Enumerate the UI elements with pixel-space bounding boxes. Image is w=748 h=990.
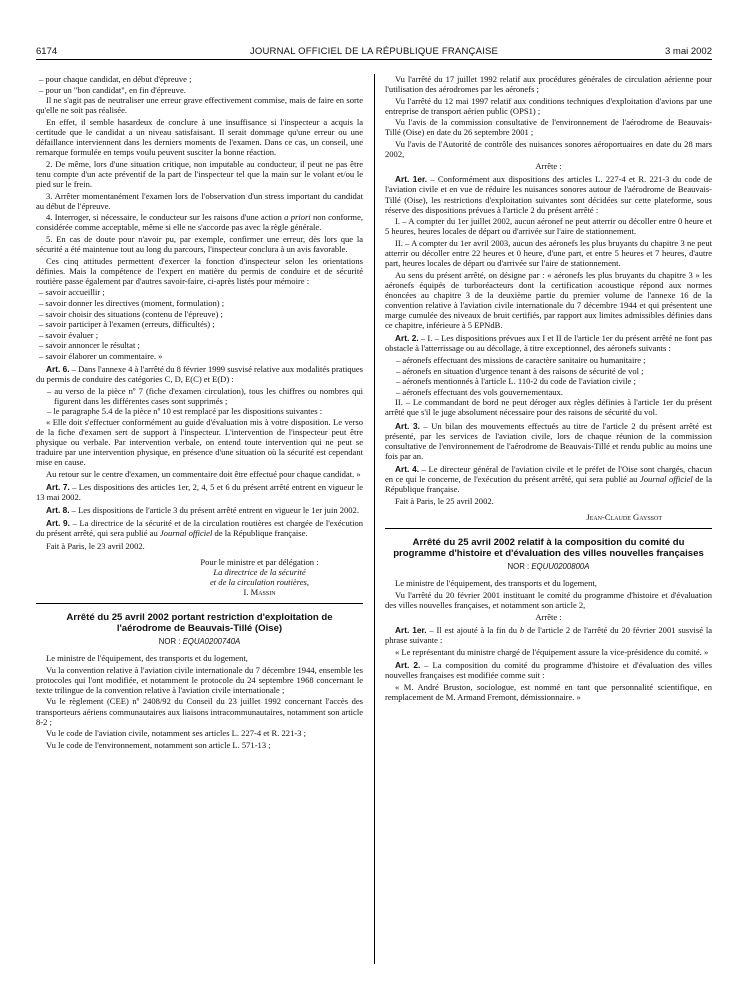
paragraph: II. – Le commandant de bord ne peut déroger aux règles définies à l'article 1er du présent arrêté que s'il le juge absolument nécessaire pour des raisons de sécurité du vol. [385,397,712,418]
paragraph: Vu l'arrêté du 17 juillet 1992 relatif aux procédures générales de circulation aérienne pour l'utilisation des aérodromes par les aéronefs ; [385,74,712,95]
article-8: Art. 8. – Les dispositions de l'article 3 du présent arrêté entrent en vigueur le 1er juin 2002. [46,505,359,516]
page-number: 6174 [36,46,58,57]
list-item: – pour un "bon candidat", en fin d'épreuve. [39,84,186,95]
paragraph: Au retour sur le centre d'examen, un commentaire doit être effectué pour chaque candidat. » [46,468,361,479]
left-column [36,74,363,751]
list-item: – savoir annoncer le résultat ; [39,340,140,351]
section-rule [385,528,712,529]
nor-reference: NOR : EQUU0200800A [507,562,590,572]
decree-title: Arrêté du 25 avril 2002 relatif à la composition du comité du programme d'histoire et d'évaluation des villes nouvelles françaises [393,537,704,560]
paragraph: 5. En cas de doute pour n'avoir pu, par exemple, confirmer une erreur, dès lors que la sécurité a été maintenue tout au long du parcours, l'inspecteur conclura à un avis favorable. [36,233,363,254]
header-rule [36,59,712,60]
paragraph: Vu l'avis de l'Autorité de contrôle des nuisances sonores aéroportuaires en date du 28 mars 2002, [385,139,712,160]
section-rule [36,603,363,604]
signature-line: La directrice de la sécurité [213,566,306,577]
signatory: I. Massin [243,586,276,597]
paragraph: Au sens du présent arrêté, on désigne par : « aéronefs les plus bruyants du chapitre 3 » les aéronefs équipés de turboréacteurs dont la certification acoustique répond aux normes énoncées au chapitre 3 de la deuxième partie du premier volume de l'annexe 16 de la convention relative à l'aviation civile internationale du 7 décembre 1944 et qui présentent une marge cumulée des niveaux de bruit certifiés, par rapport aux limites admissibles définies dans ce chapitre, inférieure à 5 EPNdB. [385,269,712,331]
signature-line: Pour le ministre et par délégation : [200,556,319,567]
paragraph: Vu la convention relative à l'aviation civile internationale du 7 décembre 1944, ensemble les protocoles qui l'ont modifiée, et notamment le protocole du 24 septembre 1968 concernant le texte trilingue de la convention relative à l'aviation civile internationale ; [36,664,363,695]
list-item: – savoir élaborer un commentaire. » [39,350,163,361]
arrete-heading: Arrête : [535,161,562,172]
signature-line: et de la circulation routières, [210,576,309,587]
paragraph: Vu le règlement (CEE) nº 2408/92 du Conseil du 23 juillet 1992 concernant l'accès des transporteurs aériens communautaires aux liaisons intracommunautaires, notamment son article 8-2 ; [36,696,363,727]
signatory: Jean-Claude Gayssot [586,512,662,523]
list-item: – au verso de la pièce nº 7 (fiche d'examen circulation), tous les chiffres ou nombres qui figurent dans les différentes cases sont supprimés ; [47,385,363,406]
journal-title: JOURNAL OFFICIEL DE LA RÉPUBLIQUE FRANÇAISE [249,46,499,57]
article-1: Art. 1er. – Il est ajouté à la fin du b de l'article 2 de l'arrêté du 20 février 2001 susvisé la phrase suivante : [385,625,712,646]
list-item: – savoir choisir des situations (contenu de l'épreuve) ; [39,308,223,319]
page-header [36,46,712,62]
nor-reference: NOR : EQUA0200740A [158,637,241,646]
article-2: Art. 2. – I. – Les dispositions prévues aux I et II de l'article 1er du présent arrêté ne font pas obstacle à l'atterrissage ou au décollage, à titre exceptionnel, des aéronefs suivants : [385,333,712,354]
list-item: – le paragraphe 5.4 de la pièce nº 10 est remplacé par les dispositions suivantes : [47,406,323,417]
list-item: – savoir donner les directives (moment, formulation) ; [39,297,225,308]
list-item: – savoir évaluer ; [39,329,99,340]
paragraph: II. – A compter du 1er avril 2003, aucun des aéronefs les plus bruyants du chapitre 3 ne peut atterrir ou décoller entre 22 heures et 0 heure, d'une part, et entre 5 heures et 7 heures, d'autre part, heures locales de départ ou d'arrivée sur l'aire de stationnement. [385,237,712,269]
article-7: Art. 7. – Les dispositions des articles 1er, 2, 4, 5 et 6 du présent arrêté entrent en vigueur le 13 mai 2002. [36,482,364,503]
paragraph: « Le représentant du ministre chargé de l'équipement assure la vice-présidence du comité. » [395,647,709,657]
article-1: Art. 1er. – Conformément aux dispositions des articles L. 227-4 et R. 221-3 du code de l'aviation civile et en vue de réduire les nuisances sonores autour de l'aérodrome de Beauvais-Tillé (Oise), les restrictions d'exploitation suivantes sont décidées sur cette plateforme, sous réserve des dispositions prévues à l'article 2 du présent arrêté : [385,174,712,215]
list-item: – aéronefs effectuant des vols gouvernementaux. [396,386,563,397]
article-6: Art. 6. – Dans l'annexe 4 à l'arrêté du 8 février 1999 susvisé relative aux modalités pratiques du permis de conduire des catégories C, D, E(C) et E(D) : [36,364,364,385]
paragraph: Vu le code de l'environnement, notamment son article L. 571-13 ; [46,739,271,750]
right-column [385,74,712,703]
paragraph: « M. André Bruston, sociologue, est nommé en tant que personnalité scientifique, en remplacement de M. Armand Fremont, démissionnaire. » [385,681,712,702]
column-divider [374,74,375,964]
list-item: – aéronefs en situation d'urgence tenant à des raisons de sécurité de vol ; [396,365,644,376]
article-4: Art. 4. – Le directeur général de l'aviation civile et le préfet de l'Oise sont chargés, chacun en ce qui le concerne, de l'exécution du présent arrêté, qui sera publié au Journal officiel de la République française. [385,463,713,495]
signature-date: Fait à Paris, le 25 avril 2002. [395,496,494,507]
paragraph: Vu l'arrêté du 20 février 2001 instituant le comité du programme d'histoire et d'évaluation des villes nouvelles françaises, et notamment son article 2, [385,590,712,611]
arrete-heading: Arrête : [535,612,562,623]
article-2: Art. 2. – La composition du comité du programme d'histoire et d'évaluation des villes nouvelles françaises est modifiée comme suit : [385,660,713,681]
list-item: – pour chaque candidat, en début d'épreuve ; [39,74,192,84]
paragraph: Le ministre de l'équipement, des transports et du logement, [46,653,248,664]
paragraph: Le ministre de l'équipement, des transports et du logement, [395,578,597,589]
paragraph: Il ne s'agit pas de neutraliser une erreur grave effectivement commise, mais de faire en sorte qu'elle ne soit pas réalisée. [36,95,363,116]
paragraph: Vu l'arrêté du 12 mai 1997 relatif aux conditions techniques d'exploitation d'avions par une entreprise de transport aérien public (OPS1) ; [385,95,712,116]
signature-date: Fait à Paris, le 23 avril 2002. [46,540,145,551]
article-9: Art. 9. – La directrice de la sécurité et de la circulation routières est chargée de l'exécution du présent arrêté, qui sera publié au Journal officiel de la République française. [36,518,364,539]
issue-date: 3 mai 2002 [664,46,712,57]
paragraph: 2. De même, lors d'une situation critique, non imputable au conducteur, il peut ne pas être tenu compte d'un acte préventif de la part de l'inspecteur tel que la main sur le volant et/ou le pied sur le frein. [36,158,363,189]
paragraph: Vu l'avis de la commission consultative de l'environnement de l'aérodrome de Beauvais-Tillé (Oise) en date du 26 septembre 2001 ; [385,117,712,138]
article-3: Art. 3. – Un bilan des mouvements effectués au titre de l'article 2 du présent arrêté est présenté, par les services de l'aviation civile, lors de chaque réunion de la commission consultative de l'environnement de l'aérodrome de Beauvais-Tillé et rendu public au moins une fois par an. [385,420,712,461]
list-item: – aéronefs mentionnés à l'article L. 110-2 du code de l'aviation civile ; [396,376,636,387]
paragraph: Ces cinq attitudes permettent d'exercer la fonction d'inspecteur selon les orientations définies. Mais la compétence de l'expert en matière du permis de conduire et de sécurité routière passe également par d'autres savoir-faire, ci-après listés pour mémoire : [36,255,363,286]
paragraph: Vu le code de l'aviation civile, notamment ses articles L. 227-4 et R. 221-3 ; [46,728,306,739]
paragraph: En effet, il semble hasardeux de conclure à une insuffisance si l'inspecteur a acquis la certitude que le candidat a un niveau satisfaisant. Il serait dommage qu'une erreur ou une défaillance interviennent dans les derniers moments de l'examen. Dans ce cas, un conseil, une remarque formulée en temps voulu peuvent susciter la bonne réaction. [36,116,363,158]
paragraph: 4. Interroger, si nécessaire, le conducteur sur les raisons d'une action a priori non conforme, considérée comme acceptable, même si elle ne s'accorde pas avec la règle générale. [36,212,364,233]
decree-title: Arrêté du 25 avril 2002 portant restriction d'exploitation de l'aérodrome de Beauvais-Tillé (Oise) [66,612,333,634]
paragraph: 3. Arrêter momentanément l'examen lors de l'observation d'un stress important du candidat au début de l'épreuve. [36,190,363,211]
list-item: – savoir participer à l'examen (erreurs, difficultés) ; [39,319,215,330]
paragraph: I. – A compter du 1er juillet 2002, aucun aéronef ne peut atterrir ou décoller entre 0 heure et 5 heures, heures locales de départ ou d'arrivée sur l'aire de stationnement. [385,216,712,237]
list-item: – savoir accueillir ; [39,287,105,298]
paragraph: « Elle doit s'effectuer conformément au guide d'évaluation mis à votre disposition. Le verso de la fiche d'examen sert de support à l'inspecteur. L'intervention de l'inspecteur peut être physique ou verbale. Par intervention verbale, on entend toute intervention qui ne peut se traduire par une intervention physique, en présence d'une situation où la sécurité est cependant mise en cause. [36,417,363,468]
list-item: – aéronefs effectuant des missions de caractère sanitaire ou humanitaire ; [396,354,646,365]
